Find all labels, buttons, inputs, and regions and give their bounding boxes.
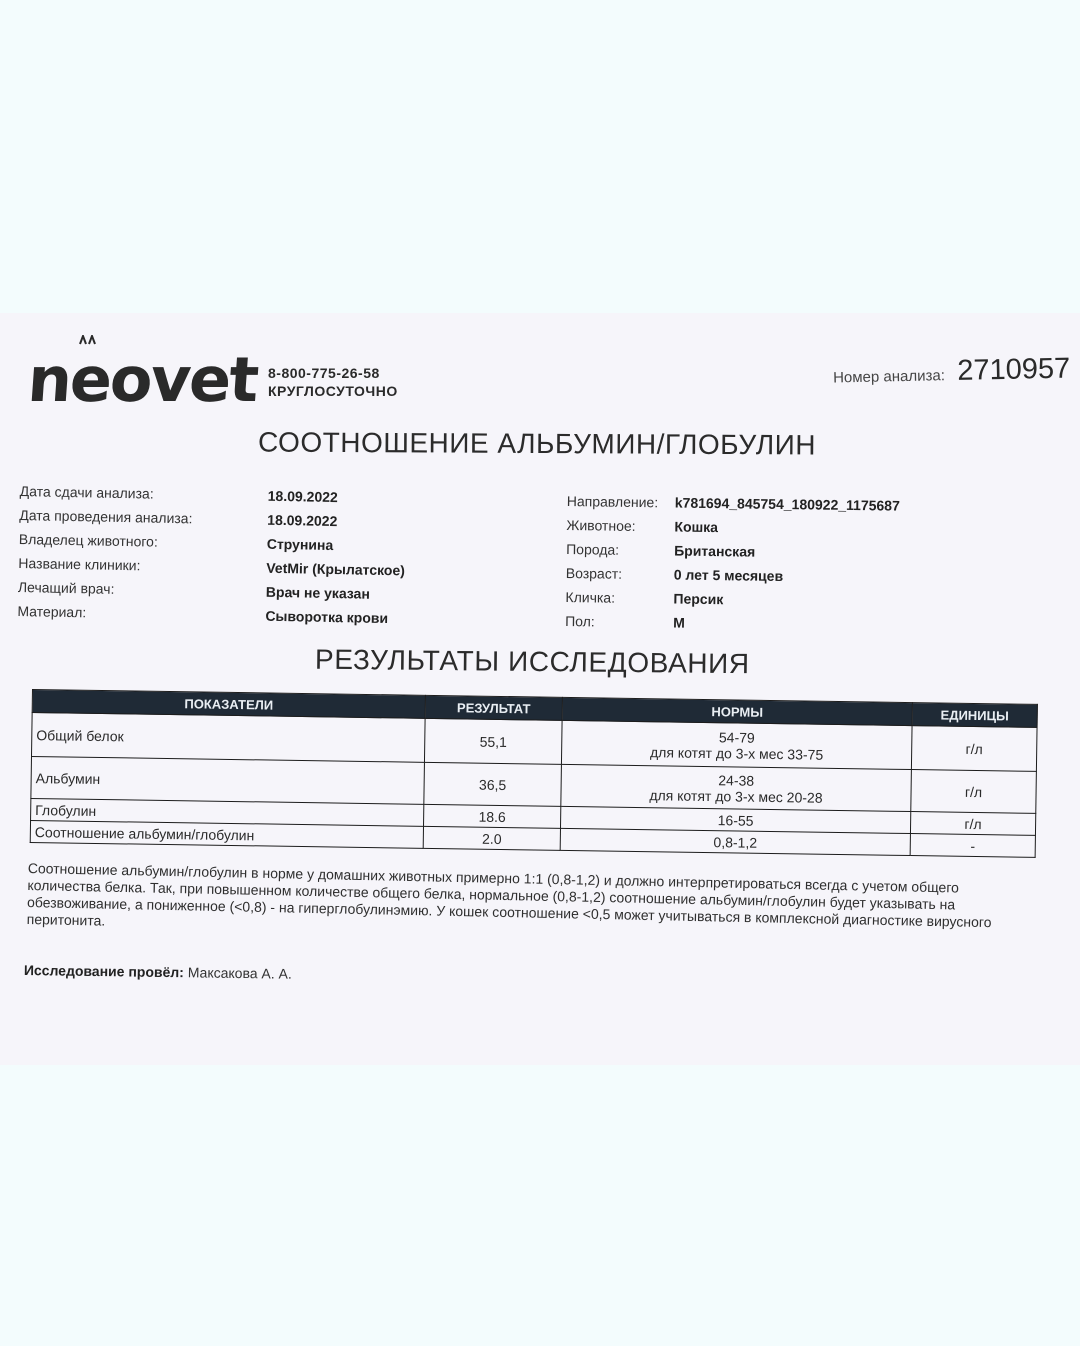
- units-value: -: [910, 834, 1035, 858]
- info-value: Сыворотка крови: [265, 607, 389, 627]
- norm-note: для котят до 3-х мес 20-28: [649, 786, 823, 806]
- logo-text: neovet: [25, 343, 260, 416]
- performer-label: Исследование провёл:: [23, 962, 185, 981]
- neovet-logo: [25, 343, 259, 416]
- performer-line: [24, 962, 292, 982]
- indicator-name: Общий белок: [31, 713, 425, 763]
- indicator-name: Соотношение альбумин/глобулин: [30, 820, 423, 848]
- units-value: г/л: [911, 726, 1037, 772]
- analysis-number: [832, 353, 1070, 391]
- info-label: Кличка:: [565, 588, 616, 606]
- info-value: Струнина: [266, 535, 334, 554]
- info-value: 18.09.2022: [267, 511, 338, 530]
- info-label: Направление:: [566, 492, 659, 511]
- info-right-block: [565, 489, 1037, 640]
- result-value: 36,5: [424, 762, 562, 806]
- info-value: VetMir (Крылатское): [266, 559, 406, 579]
- hotline: [268, 364, 398, 400]
- hours-label: КРУГЛОСУТОЧНО: [268, 383, 398, 399]
- indicator-name: Глобулин: [31, 798, 424, 826]
- norm-range: 0,8-1,2: [560, 828, 910, 855]
- info-label: Животное:: [566, 516, 636, 534]
- info-value: Персик: [673, 590, 724, 608]
- result-value: 18.6: [424, 804, 561, 828]
- result-value: 2.0: [423, 826, 560, 850]
- indicator-name: Альбумин: [31, 757, 425, 805]
- info-label: Дата проведения анализа:: [19, 506, 193, 527]
- info-value: М: [673, 614, 685, 631]
- units-value: г/л: [911, 770, 1037, 814]
- norm-range: 24-38: [718, 771, 755, 789]
- norm-cell: [561, 720, 912, 769]
- col-header-result: РЕЗУЛЬТАТ: [425, 695, 562, 720]
- info-label: Дата сдачи анализа:: [19, 482, 154, 502]
- results-table-wrap: [30, 689, 1038, 858]
- info-label: Порода:: [566, 540, 620, 558]
- info-label: Название клиники:: [18, 554, 141, 574]
- report-title: СООТНОШЕНИЕ АЛЬБУМИН/ГЛОБУЛИН: [257, 426, 817, 461]
- lab-report-sheet: [0, 313, 1080, 1065]
- info-value: k781694_845754_180922_1175687: [674, 494, 900, 514]
- norm-cell: [561, 764, 912, 811]
- info-label: Возраст:: [565, 564, 623, 582]
- info-value: Врач не указан: [265, 583, 371, 602]
- col-header-norms: НОРМЫ: [562, 697, 912, 725]
- info-label: Материал:: [17, 602, 87, 621]
- info-label: Владелец животного:: [18, 530, 158, 550]
- phone-number: 8-800-775-26-58: [268, 365, 380, 381]
- units-value: г/л: [910, 812, 1035, 836]
- info-left-block: [17, 479, 540, 633]
- info-value: 18.09.2022: [267, 487, 338, 506]
- analysis-number-value: 2710957: [956, 352, 1071, 387]
- info-label: Лечащий врач:: [17, 578, 115, 597]
- info-value: 0 лет 5 месяцев: [673, 566, 784, 585]
- performer-name: Максакова А. А.: [187, 964, 292, 982]
- info-value: Британская: [674, 542, 756, 560]
- col-header-units: ЕДИНИЦЫ: [912, 703, 1037, 728]
- info-label: Пол:: [565, 612, 595, 630]
- info-value: Кошка: [674, 518, 719, 536]
- interpretation-note: Соотношение альбумин/глобулин в норме у домашних животных примерно 1:1 (0,8-1,2) и должно интерпретироваться всегда с учетом общего количества белка. Так, при повышенном количестве общего белка, нормальное (0,8-1,2) соотношение альбумин/глобулин будет указывать на обезвоживание, а пониженное (<0,8) - на гиперглобулинэмию. У кошек соотношение <0,5 может учитываться в комплексной диагностике вирусного перитонита.: [26, 860, 992, 931]
- results-table: [30, 689, 1038, 858]
- norm-range: 54-79: [718, 728, 755, 746]
- results-title: РЕЗУЛЬТАТЫ ИССЛЕДОВАНИЯ: [314, 643, 750, 680]
- analysis-number-label: Номер анализа:: [832, 367, 945, 387]
- logo-cat-ears-icon: [79, 335, 97, 345]
- col-header-indicator: ПОКАЗАТЕЛИ: [32, 690, 425, 719]
- norm-range: 16-55: [560, 806, 910, 833]
- norm-note: для котят до 3-х мес 33-75: [649, 743, 824, 763]
- result-value: 55,1: [424, 718, 562, 764]
